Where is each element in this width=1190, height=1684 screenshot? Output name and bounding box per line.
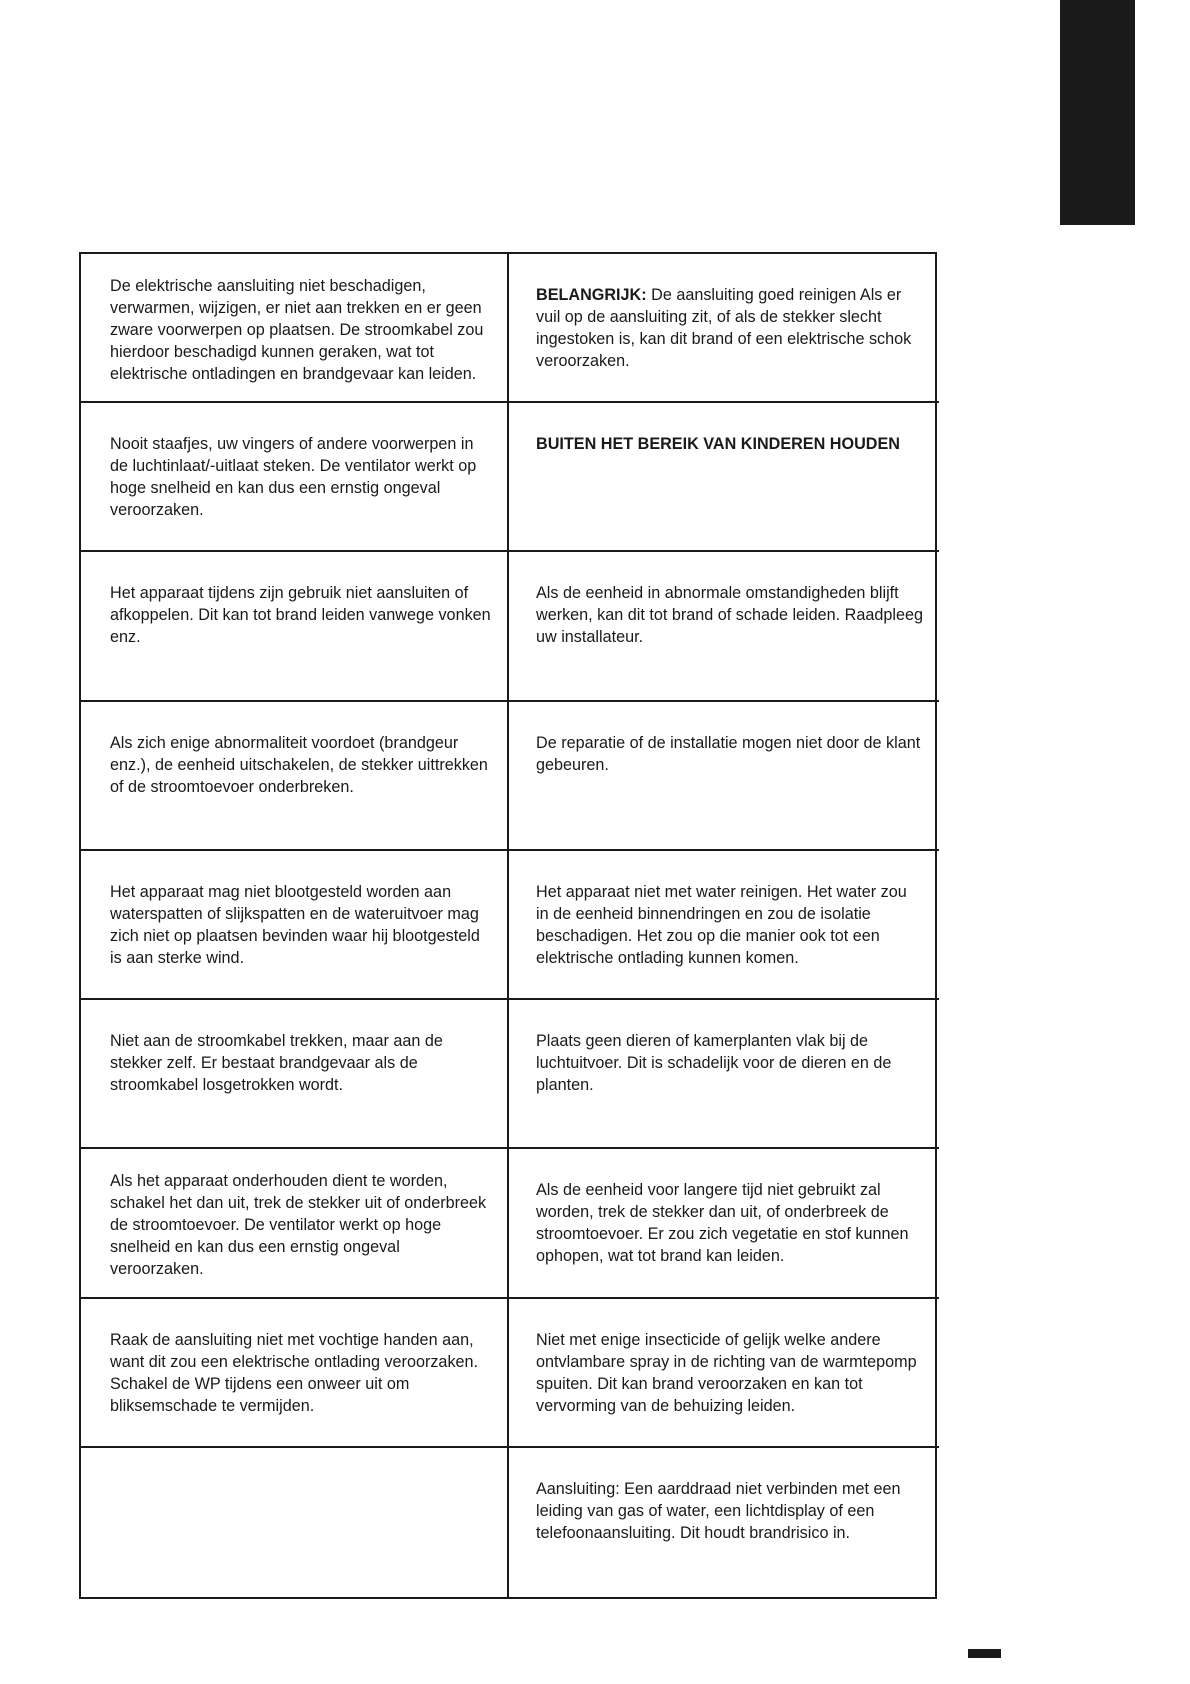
cell-text: Het apparaat niet met water reinigen. Het water zou in de eenheid binnendringen en zou de isolatie beschadigen. Het zou op die manier ook tot een elektrische ontlading kunnen komen. — [536, 882, 907, 967]
cell-bold-label: BUITEN HET BEREIK VAN KINDEREN HOUDEN — [536, 435, 900, 454]
safety-cell — [509, 1149, 939, 1298]
cell-text: Het apparaat tijdens zijn gebruik niet aansluiten of afkoppelen. Dit kan tot brand leiden vanwege vonken enz. — [110, 584, 491, 647]
cell-text: De reparatie of de installatie mogen niet door de klant gebeuren. — [536, 733, 921, 774]
safety-cell — [81, 403, 509, 552]
cell-text: Als de eenheid voor langere tijd niet gebruikt zal worden, trek de stekker dan uit, of onderbreek de stroomtoevoer. Er zou zich vegetatie en stof kunnen ophopen, wat tot brand kan leiden. — [536, 1181, 909, 1266]
cell-text: Raak de aansluiting niet met vochtige handen aan, want dit zou een elektrische ontlading veroorzaken. Schakel de WP tijdens een onweer uit om bliksemschade te vermijden. — [110, 1330, 479, 1415]
safety-cell — [509, 851, 939, 1000]
safety-cell — [81, 1299, 509, 1448]
cell-text: De elektrische aansluiting niet beschadigen, verwarmen, wijzigen, er niet aan trekken en er geen zware voorwerpen op plaatsen. De stroomkabel zou hierdoor beschadigd kunnen geraken, wat tot elektrische ontladingen en brandgevaar kan leiden. — [110, 277, 484, 383]
safety-cell — [509, 1000, 939, 1149]
safety-cell — [81, 552, 509, 701]
safety-cell — [81, 1000, 509, 1149]
safety-cell — [509, 403, 939, 552]
cell-text: Als zich enige abnormaliteit voordoet (brandgeur enz.), de eenheid uitschakelen, de stekker uittrekken of de stroomtoevoer onderbreken. — [110, 733, 488, 796]
safety-cell — [81, 1149, 509, 1298]
cell-text: Nooit staafjes, uw vingers of andere voorwerpen in de luchtinlaat/-uitlaat steken. De ventilator werkt op hoge snelheid en kan dus een ernstig ongeval veroorzaken. — [110, 435, 477, 520]
cell-text: Niet aan de stroomkabel trekken, maar aan de stekker zelf. Er bestaat brandgevaar als de stroomkabel losgetrokken wordt. — [110, 1032, 443, 1095]
safety-cell — [81, 254, 509, 403]
cell-text: Aansluiting: Een aarddraad niet verbinden met een leiding van gas of water, een lichtdisplay of een telefoonaansluiting. Dit houdt brandrisico in. — [536, 1479, 901, 1542]
cell-text: Als de eenheid in abnormale omstandigheden blijft werken, kan dit tot brand of schade leiden. Raadpleeg uw installateur. — [536, 584, 923, 647]
safety-cell — [81, 851, 509, 1000]
cell-text: Plaats geen dieren of kamerplanten vlak bij de luchtuitvoer. Dit is schadelijk voor de dieren en de planten. — [536, 1032, 892, 1095]
cell-text: Het apparaat mag niet blootgesteld worden aan waterspatten of slijkspatten en de wateruitvoer mag zich niet op plaatsen bevinden waar hij blootgesteld is aan sterke wind. — [110, 882, 480, 967]
side-tab-marker — [1060, 0, 1135, 225]
cell-bold-label: BELANGRIJK: — [536, 286, 647, 304]
safety-cell — [509, 1299, 939, 1448]
safety-cell — [509, 702, 939, 851]
safety-cell — [509, 254, 939, 403]
page-marker — [968, 1649, 1001, 1658]
safety-cell-empty — [81, 1448, 509, 1597]
safety-cell — [81, 702, 509, 851]
cell-text: De aansluiting goed reinigen Als er vuil op de aansluiting zit, of als de stekker slecht ingestoken is, kan dit brand of een elektrische schok veroorzaken. — [536, 286, 912, 370]
safety-cell — [509, 1448, 939, 1597]
safety-cell — [509, 552, 939, 701]
cell-text: Niet met enige insecticide of gelijk welke andere ontvlambare spray in de richting van de warmtepomp spuiten. Dit kan brand veroorzaken en kan tot vervorming van de behuizing leiden. — [536, 1330, 917, 1415]
safety-table — [79, 252, 937, 1599]
cell-text: Als het apparaat onderhouden dient te worden, schakel het dan uit, trek de stekker uit of onderbreek de stroomtoevoer. De ventilator werkt op hoge snelheid en kan dus een ernstig ongeval veroorzaken. — [110, 1172, 487, 1279]
